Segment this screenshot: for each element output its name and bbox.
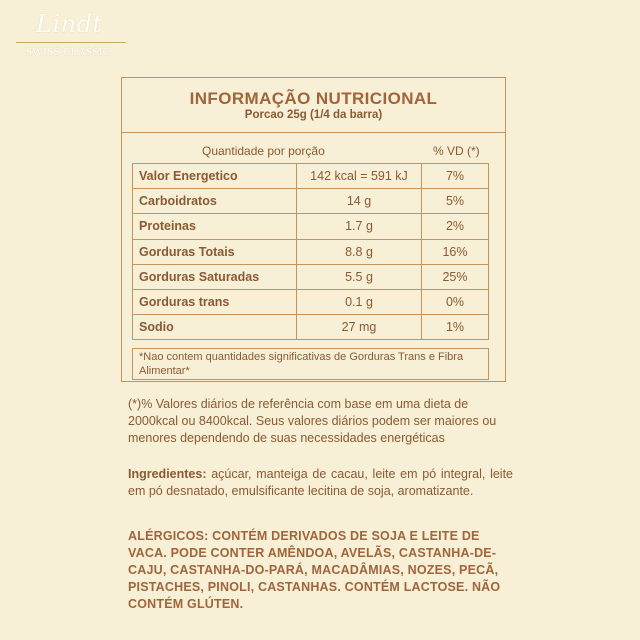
- nutrient-vd: 7%: [422, 164, 489, 189]
- brand-logo: [16, 10, 126, 58]
- nutrient-value: 5.5 g: [297, 264, 422, 289]
- brand-subtitle: SWISS CLASSIC: [26, 46, 111, 58]
- nutrient-vd: 1%: [422, 315, 489, 340]
- nutrient-value: 14 g: [297, 189, 422, 214]
- nutrient-name: Valor Energetico: [133, 164, 297, 189]
- title-divider: [122, 132, 505, 133]
- ingredients-label: Ingredientes:: [128, 467, 207, 481]
- nutrient-name: Gorduras Saturadas: [133, 264, 297, 289]
- quantity-header: Quantidade por porção: [202, 144, 325, 158]
- nutrient-vd: 25%: [422, 264, 489, 289]
- table-row: [133, 315, 489, 340]
- table-row: [133, 264, 489, 289]
- nutrition-title: INFORMAÇÃO NUTRICIONAL: [189, 89, 438, 108]
- nutrient-name: Carboidratos: [133, 189, 297, 214]
- table-row: [133, 239, 489, 264]
- table-row: [133, 189, 489, 214]
- nutrition-panel: [121, 77, 506, 382]
- portion-size: Porcao 25g (1/4 da barra): [244, 109, 383, 121]
- table-row: [133, 214, 489, 239]
- lindt-logo: Lindt: [36, 10, 103, 38]
- nutrient-vd: 16%: [422, 239, 489, 264]
- nutrient-vd: 2%: [422, 214, 489, 239]
- nutrient-vd: 5%: [422, 189, 489, 214]
- nutrition-table: [132, 163, 489, 340]
- table-row: [133, 164, 489, 189]
- nutrient-name: Gorduras Totais: [133, 239, 297, 264]
- daily-value-footnote: (*)% Valores diários de referência com base em uma dieta de 2000kcal ou 8400kcal. Seus valores diários podem ser maiores ou menores dependendo de suas necessidades energéticas: [128, 397, 497, 445]
- trans-fat-note: *Nao contem quantidades significativas de Gorduras Trans e Fibra Alimentar*: [132, 348, 489, 380]
- nutrient-value: 0.1 g: [297, 289, 422, 314]
- nutrient-name: Gorduras trans: [133, 289, 297, 314]
- nutrient-name: Sodio: [133, 315, 297, 340]
- vd-header: % VD (*): [433, 144, 480, 158]
- nutrient-value: 27 mg: [297, 315, 422, 340]
- logo-divider: [16, 42, 126, 43]
- nutrient-value: 142 kcal = 591 kJ: [297, 164, 422, 189]
- table-row: [133, 289, 489, 314]
- nutrient-vd: 0%: [422, 289, 489, 314]
- ingredients-section: [128, 466, 513, 500]
- ingredients-text: açúcar, manteiga de cacau, leite em pó integral, leite em pó desnatado, emulsificante lecitina de soja, aromatizante.: [128, 467, 513, 498]
- nutrient-value: 8.8 g: [297, 239, 422, 264]
- nutrient-value: 1.7 g: [297, 214, 422, 239]
- allergens-warning: ALÉRGICOS: CONTÉM DERIVADOS DE SOJA E LEITE DE VACA. PODE CONTER AMÊNDOA, AVELÃS, CASTANHA-DE-CAJU, CASTANHA-DO-PARÁ, MACADÂMIAS, NOZES, PECÃ, PISTACHES, PINOLI, CASTANHAS. CONTÉM LACTOSE. NÃO CONTÉM GLÚTEN.: [128, 529, 501, 611]
- nutrient-name: Proteinas: [133, 214, 297, 239]
